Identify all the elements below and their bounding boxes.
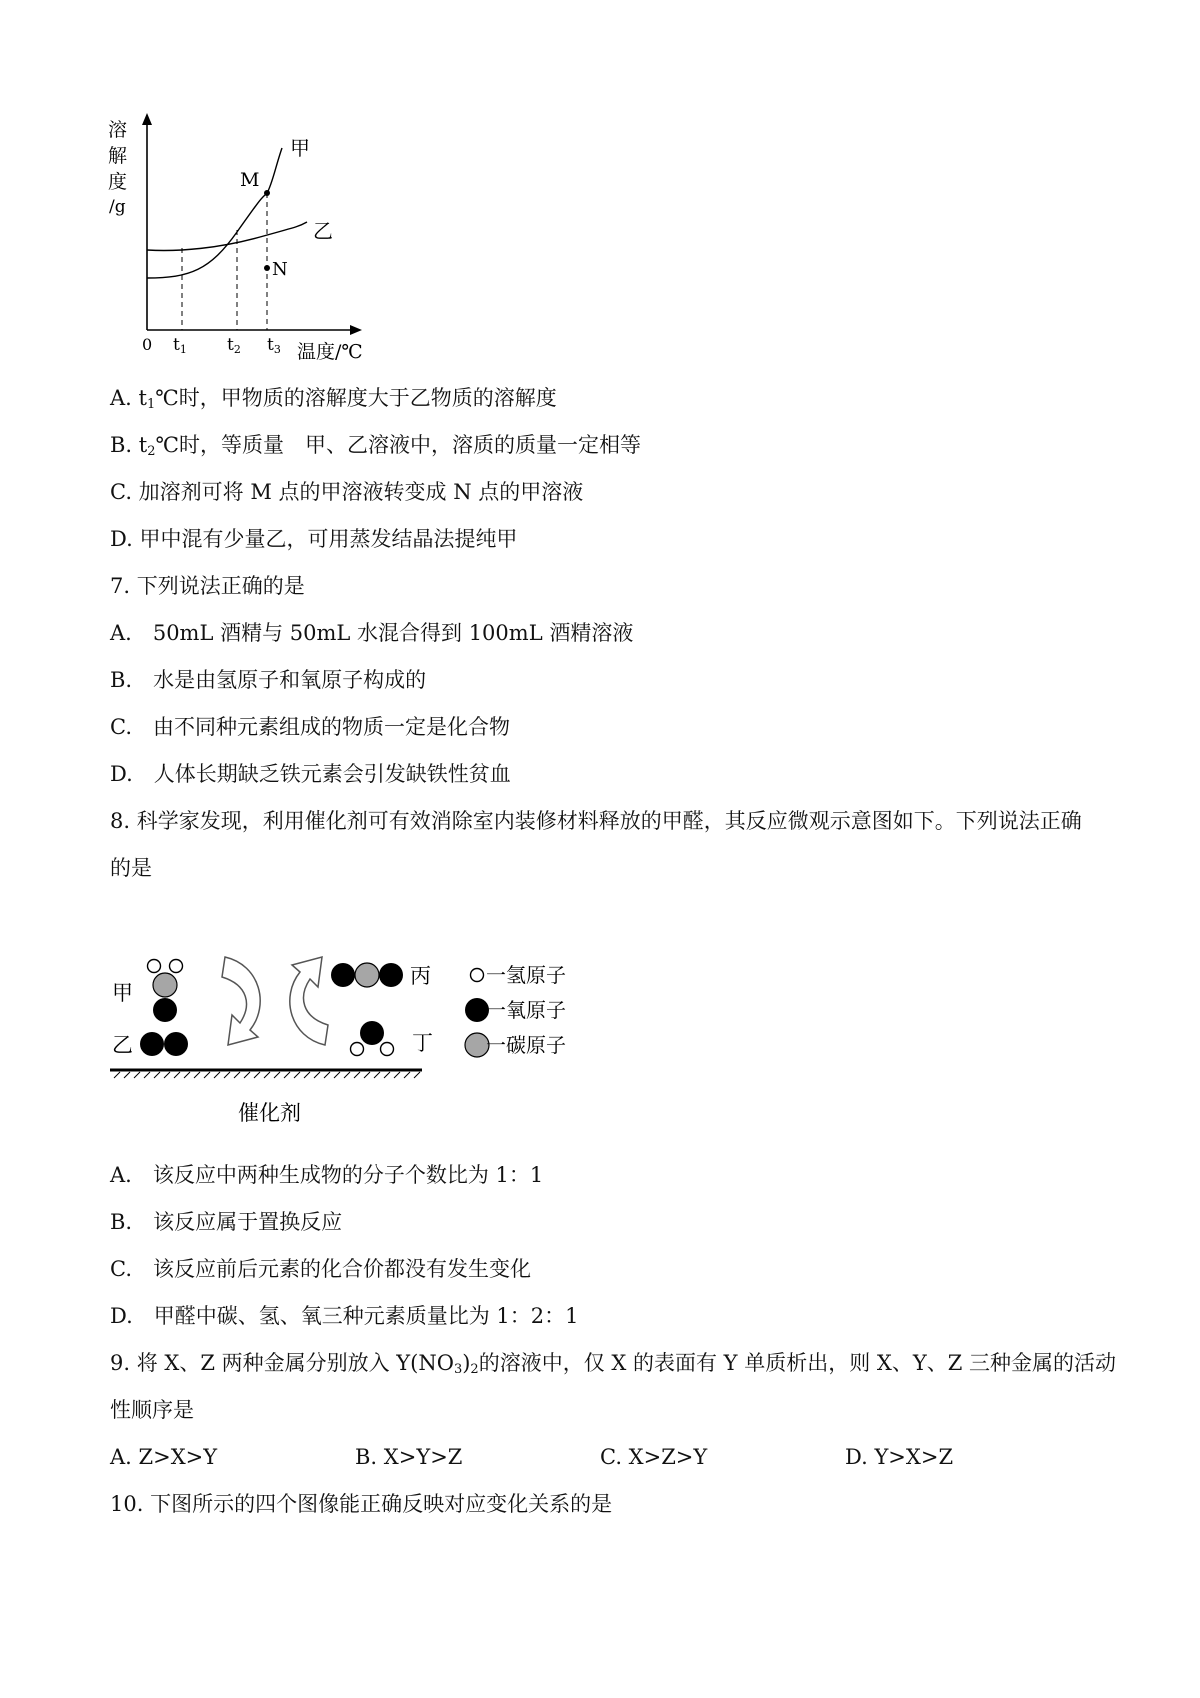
q9-stem-line1: 9. 将 X、Z 两种金属分别放入 $Y(NO_3)_2$的溶液中，仅 X 的表面有 Y 单质析出，则 X、Y、Z 三种金属的活动 xyxy=(110,1351,1116,1377)
q6-option-d: D. 甲中混有少量乙，可用蒸发结晶法提纯甲 xyxy=(110,527,518,551)
origin-label: 0 xyxy=(142,335,153,354)
curved-arrow-down-icon xyxy=(222,957,260,1045)
tick-t1: t1 xyxy=(173,335,187,356)
y-axis-char-1: 溶 xyxy=(108,119,128,141)
q8-option-b: B. 该反应属于置换反应 xyxy=(110,1210,343,1234)
curved-arrow-up-icon xyxy=(290,957,328,1045)
catalyst-label: 催化剂 xyxy=(238,1101,301,1125)
bing-oxygen-atom-1 xyxy=(331,963,355,987)
legend-hydrogen-label: 一氢原子 xyxy=(486,963,566,987)
ding-oxygen-atom xyxy=(360,1021,384,1045)
ding-hydrogen-atom-1 xyxy=(351,1043,364,1056)
bing-oxygen-atom-2 xyxy=(379,963,403,987)
q8-option-d: D. 甲醛中碳、氢、氧三种元素质量比为 1：2：1 xyxy=(110,1304,579,1328)
curve-jia xyxy=(147,148,282,278)
q7-option-a: A. 50mL 酒精与 50mL 水混合得到 100mL 酒精溶液 xyxy=(110,621,634,645)
q6-option-a: A. $t_1℃$时，甲物质的溶解度大于乙物质的溶解度 xyxy=(110,386,557,412)
y-axis-char-3: 度 xyxy=(108,171,128,193)
q8-option-c: C. 该反应前后元素的化合价都没有发生变化 xyxy=(110,1257,531,1281)
point-m-label: M xyxy=(240,169,260,191)
catalyst-hatching xyxy=(114,1072,420,1078)
q9-option-a: A. Z>X>Y xyxy=(110,1445,218,1469)
point-n-label: N xyxy=(272,259,288,280)
legend-hydrogen-icon xyxy=(471,969,484,982)
point-n xyxy=(264,265,270,271)
q8-stem-line1: 8. 科学家发现，利用催化剂可有效消除室内装修材料释放的甲醛，其反应微观示意图如下。下列说法正确 xyxy=(110,809,1082,833)
solubility-curve-figure xyxy=(100,110,400,370)
curve-yi-label: 乙 xyxy=(313,219,333,243)
label-ding: 丁 xyxy=(412,1031,433,1055)
q8-option-a: A. 该反应中两种生成物的分子个数比为 1：1 xyxy=(110,1163,544,1187)
q8-stem-line2: 的是 xyxy=(110,856,152,880)
q9-stem-line2: 性顺序是 xyxy=(110,1398,194,1422)
jia-hydrogen-atom-2 xyxy=(170,960,183,973)
y-axis-unit: /g xyxy=(109,197,126,217)
q7-option-d: D. 人体长期缺乏铁元素会引发缺铁性贫血 xyxy=(110,762,511,786)
reaction-micro-diagram xyxy=(110,945,630,1140)
legend-carbon-label: 一碳原子 xyxy=(486,1033,566,1057)
q10-stem: 10. 下图所示的四个图像能正确反映对应变化关系的是 xyxy=(110,1492,613,1516)
label-yi: 乙 xyxy=(112,1033,133,1057)
jia-hydrogen-atom-1 xyxy=(148,960,161,973)
point-m xyxy=(264,190,270,196)
x-axis-label: 温度/℃ xyxy=(297,341,363,363)
y-axis-char-2: 解 xyxy=(108,145,128,167)
q7-option-b: B. 水是由氢原子和氧原子构成的 xyxy=(110,668,427,692)
tick-t2: t2 xyxy=(227,335,241,356)
jia-carbon-atom xyxy=(153,973,177,997)
y-axis-arrow xyxy=(142,113,152,125)
q6-option-b: B. $t_2℃$时，等质量 甲、乙溶液中，溶质的质量一定相等 xyxy=(110,433,642,459)
q9-option-d: D. Y>X>Z xyxy=(845,1445,954,1469)
label-jia: 甲 xyxy=(112,981,133,1005)
legend-oxygen-label: 一氧原子 xyxy=(486,998,566,1022)
bing-carbon-atom xyxy=(355,963,379,987)
ding-hydrogen-atom-2 xyxy=(381,1043,394,1056)
curve-yi xyxy=(147,222,307,250)
tick-t3: t3 xyxy=(267,335,281,356)
q7-stem: 7. 下列说法正确的是 xyxy=(110,574,305,598)
yi-oxygen-atom-1 xyxy=(140,1032,164,1056)
q9-option-b: B. X>Y>Z xyxy=(355,1445,463,1469)
yi-oxygen-atom-2 xyxy=(164,1032,188,1056)
curve-jia-label: 甲 xyxy=(290,136,310,160)
jia-oxygen-atom xyxy=(153,998,177,1022)
q9-option-c: C. X>Z>Y xyxy=(600,1445,708,1469)
label-bing: 丙 xyxy=(410,964,431,988)
q7-option-c: C. 由不同种元素组成的物质一定是化合物 xyxy=(110,715,510,739)
q6-option-c: C. 加溶剂可将 M 点的甲溶液转变成 N 点的甲溶液 xyxy=(110,480,584,504)
x-axis-arrow xyxy=(350,325,362,335)
